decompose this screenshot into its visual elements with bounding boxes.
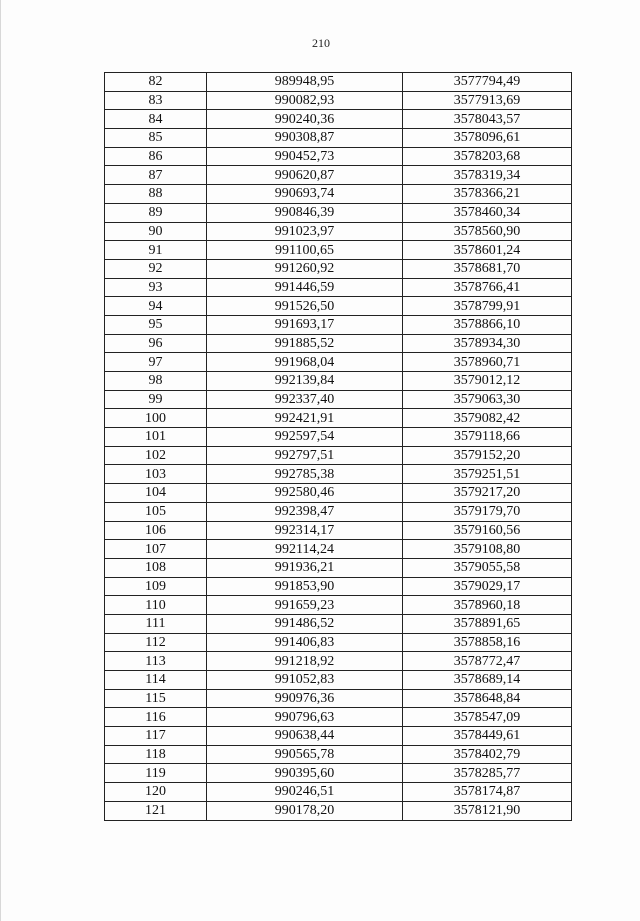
x-coordinate-cell: 989948,95 <box>207 73 403 92</box>
y-coordinate-cell: 3578866,10 <box>403 315 572 334</box>
point-number-cell: 85 <box>105 129 207 148</box>
point-number-cell: 105 <box>105 502 207 521</box>
y-coordinate-cell: 3578096,61 <box>403 129 572 148</box>
table-row <box>105 166 572 185</box>
y-coordinate-cell: 3579217,20 <box>403 484 572 503</box>
table-row <box>105 577 572 596</box>
y-coordinate-cell: 3578960,18 <box>403 596 572 615</box>
table-row <box>105 222 572 241</box>
y-coordinate-cell: 3578285,77 <box>403 764 572 783</box>
point-number-cell: 101 <box>105 428 207 447</box>
y-coordinate-cell: 3578043,57 <box>403 110 572 129</box>
table-row <box>105 783 572 802</box>
y-coordinate-cell: 3579108,80 <box>403 540 572 559</box>
y-coordinate-cell: 3578960,71 <box>403 353 572 372</box>
y-coordinate-cell: 3578601,24 <box>403 241 572 260</box>
y-coordinate-cell: 3579063,30 <box>403 390 572 409</box>
y-coordinate-cell: 3578366,21 <box>403 185 572 204</box>
table-row <box>105 334 572 353</box>
point-number-cell: 100 <box>105 409 207 428</box>
table-row <box>105 596 572 615</box>
y-coordinate-cell: 3578547,09 <box>403 708 572 727</box>
point-number-cell: 119 <box>105 764 207 783</box>
y-coordinate-cell: 3579029,17 <box>403 577 572 596</box>
x-coordinate-cell: 991100,65 <box>207 241 403 260</box>
x-coordinate-cell: 990638,44 <box>207 727 403 746</box>
table-row <box>105 801 572 820</box>
x-coordinate-cell: 991218,92 <box>207 652 403 671</box>
y-coordinate-cell: 3579118,66 <box>403 428 572 447</box>
x-coordinate-cell: 991968,04 <box>207 353 403 372</box>
table-row <box>105 147 572 166</box>
x-coordinate-cell: 991023,97 <box>207 222 403 241</box>
table-row <box>105 315 572 334</box>
x-coordinate-cell: 991406,83 <box>207 633 403 652</box>
point-number-cell: 112 <box>105 633 207 652</box>
x-coordinate-cell: 991052,83 <box>207 671 403 690</box>
x-coordinate-cell: 990308,87 <box>207 129 403 148</box>
table-row <box>105 502 572 521</box>
y-coordinate-cell: 3578121,90 <box>403 801 572 820</box>
table-row <box>105 764 572 783</box>
table-row <box>105 278 572 297</box>
x-coordinate-cell: 992114,24 <box>207 540 403 559</box>
point-number-cell: 116 <box>105 708 207 727</box>
point-number-cell: 117 <box>105 727 207 746</box>
x-coordinate-cell: 991936,21 <box>207 558 403 577</box>
y-coordinate-cell: 3578203,68 <box>403 147 572 166</box>
y-coordinate-cell: 3578766,41 <box>403 278 572 297</box>
table-row <box>105 428 572 447</box>
point-number-cell: 83 <box>105 91 207 110</box>
y-coordinate-cell: 3579055,58 <box>403 558 572 577</box>
x-coordinate-cell: 990620,87 <box>207 166 403 185</box>
point-number-cell: 104 <box>105 484 207 503</box>
x-coordinate-cell: 990565,78 <box>207 745 403 764</box>
x-coordinate-cell: 991486,52 <box>207 614 403 633</box>
point-number-cell: 115 <box>105 689 207 708</box>
table-row <box>105 353 572 372</box>
x-coordinate-cell: 991260,92 <box>207 259 403 278</box>
y-coordinate-cell: 3578689,14 <box>403 671 572 690</box>
table-row <box>105 689 572 708</box>
y-coordinate-cell: 3578891,65 <box>403 614 572 633</box>
x-coordinate-cell: 991526,50 <box>207 297 403 316</box>
point-number-cell: 106 <box>105 521 207 540</box>
y-coordinate-cell: 3578174,87 <box>403 783 572 802</box>
point-number-cell: 111 <box>105 614 207 633</box>
y-coordinate-cell: 3578772,47 <box>403 652 572 671</box>
table-row <box>105 185 572 204</box>
point-number-cell: 94 <box>105 297 207 316</box>
y-coordinate-cell: 3579012,12 <box>403 372 572 391</box>
y-coordinate-cell: 3578648,84 <box>403 689 572 708</box>
x-coordinate-cell: 990082,93 <box>207 91 403 110</box>
x-coordinate-cell: 990846,39 <box>207 203 403 222</box>
point-number-cell: 90 <box>105 222 207 241</box>
y-coordinate-cell: 3578560,90 <box>403 222 572 241</box>
table-row <box>105 297 572 316</box>
point-number-cell: 103 <box>105 465 207 484</box>
table-row <box>105 521 572 540</box>
y-coordinate-cell: 3579160,56 <box>403 521 572 540</box>
point-number-cell: 95 <box>105 315 207 334</box>
x-coordinate-cell: 990976,36 <box>207 689 403 708</box>
point-number-cell: 91 <box>105 241 207 260</box>
point-number-cell: 97 <box>105 353 207 372</box>
y-coordinate-cell: 3578449,61 <box>403 727 572 746</box>
point-number-cell: 110 <box>105 596 207 615</box>
point-number-cell: 86 <box>105 147 207 166</box>
x-coordinate-cell: 991659,23 <box>207 596 403 615</box>
table-row <box>105 409 572 428</box>
x-coordinate-cell: 990796,63 <box>207 708 403 727</box>
table-row <box>105 446 572 465</box>
point-number-cell: 118 <box>105 745 207 764</box>
point-number-cell: 121 <box>105 801 207 820</box>
point-number-cell: 84 <box>105 110 207 129</box>
y-coordinate-cell: 3578460,34 <box>403 203 572 222</box>
table-row <box>105 708 572 727</box>
table-row <box>105 540 572 559</box>
table-row <box>105 259 572 278</box>
y-coordinate-cell: 3579082,42 <box>403 409 572 428</box>
y-coordinate-cell: 3579152,20 <box>403 446 572 465</box>
y-coordinate-cell: 3579251,51 <box>403 465 572 484</box>
point-number-cell: 98 <box>105 372 207 391</box>
point-number-cell: 107 <box>105 540 207 559</box>
point-number-cell: 92 <box>105 259 207 278</box>
page-number: 210 <box>312 36 330 50</box>
point-number-cell: 82 <box>105 73 207 92</box>
table-row <box>105 91 572 110</box>
point-number-cell: 96 <box>105 334 207 353</box>
x-coordinate-cell: 992398,47 <box>207 502 403 521</box>
point-number-cell: 102 <box>105 446 207 465</box>
table-row <box>105 727 572 746</box>
table-row <box>105 203 572 222</box>
x-coordinate-cell: 992421,91 <box>207 409 403 428</box>
table-row <box>105 652 572 671</box>
point-number-cell: 88 <box>105 185 207 204</box>
x-coordinate-cell: 992797,51 <box>207 446 403 465</box>
x-coordinate-cell: 991446,59 <box>207 278 403 297</box>
coordinates-table <box>104 72 572 821</box>
table-row <box>105 633 572 652</box>
table-row <box>105 558 572 577</box>
x-coordinate-cell: 992337,40 <box>207 390 403 409</box>
y-coordinate-cell: 3577794,49 <box>403 73 572 92</box>
x-coordinate-cell: 990452,73 <box>207 147 403 166</box>
x-coordinate-cell: 990693,74 <box>207 185 403 204</box>
y-coordinate-cell: 3579179,70 <box>403 502 572 521</box>
table-row <box>105 129 572 148</box>
table-row <box>105 614 572 633</box>
y-coordinate-cell: 3577913,69 <box>403 91 572 110</box>
point-number-cell: 109 <box>105 577 207 596</box>
y-coordinate-cell: 3578934,30 <box>403 334 572 353</box>
x-coordinate-cell: 990246,51 <box>207 783 403 802</box>
x-coordinate-cell: 992785,38 <box>207 465 403 484</box>
table-row <box>105 372 572 391</box>
x-coordinate-cell: 991853,90 <box>207 577 403 596</box>
point-number-cell: 113 <box>105 652 207 671</box>
table-row <box>105 390 572 409</box>
point-number-cell: 89 <box>105 203 207 222</box>
y-coordinate-cell: 3578319,34 <box>403 166 572 185</box>
coordinates-table-body <box>105 73 572 821</box>
x-coordinate-cell: 992597,54 <box>207 428 403 447</box>
y-coordinate-cell: 3578681,70 <box>403 259 572 278</box>
x-coordinate-cell: 991885,52 <box>207 334 403 353</box>
y-coordinate-cell: 3578858,16 <box>403 633 572 652</box>
x-coordinate-cell: 992139,84 <box>207 372 403 391</box>
point-number-cell: 108 <box>105 558 207 577</box>
x-coordinate-cell: 990395,60 <box>207 764 403 783</box>
table-row <box>105 465 572 484</box>
x-coordinate-cell: 992580,46 <box>207 484 403 503</box>
table-row <box>105 671 572 690</box>
point-number-cell: 93 <box>105 278 207 297</box>
x-coordinate-cell: 992314,17 <box>207 521 403 540</box>
x-coordinate-cell: 991693,17 <box>207 315 403 334</box>
point-number-cell: 114 <box>105 671 207 690</box>
point-number-cell: 87 <box>105 166 207 185</box>
y-coordinate-cell: 3578402,79 <box>403 745 572 764</box>
y-coordinate-cell: 3578799,91 <box>403 297 572 316</box>
point-number-cell: 120 <box>105 783 207 802</box>
table-row <box>105 73 572 92</box>
table-row <box>105 110 572 129</box>
point-number-cell: 99 <box>105 390 207 409</box>
table-row <box>105 745 572 764</box>
table-row <box>105 241 572 260</box>
x-coordinate-cell: 990178,20 <box>207 801 403 820</box>
table-row <box>105 484 572 503</box>
x-coordinate-cell: 990240,36 <box>207 110 403 129</box>
